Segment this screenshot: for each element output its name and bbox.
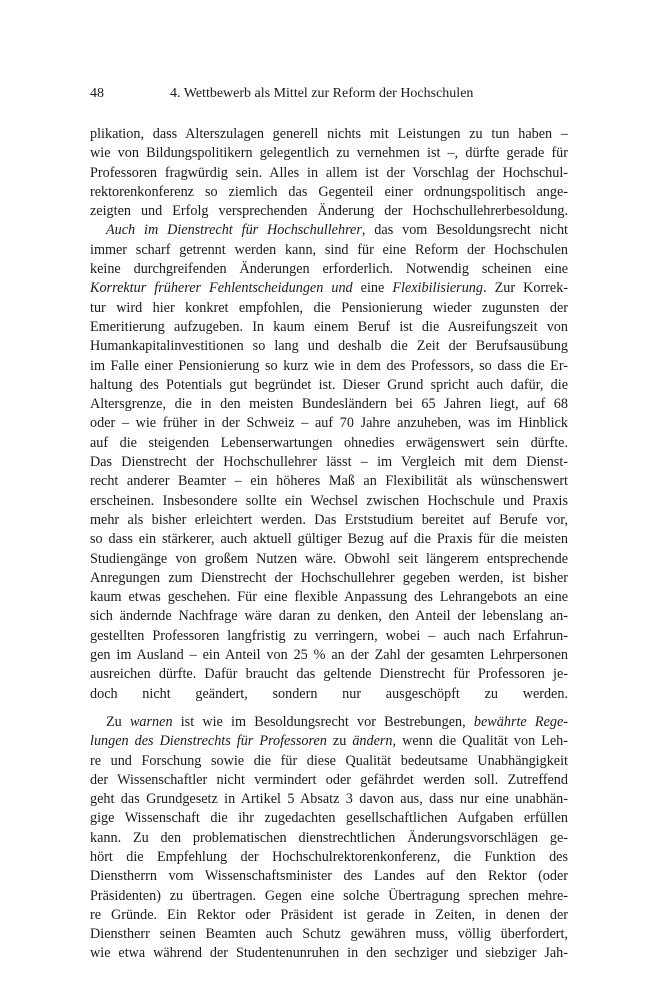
- text-line: mehr als bisher erleichtert werden. Das Erststudium bereitet auf Berufe vor,: [90, 511, 568, 528]
- text-line: erscheinen. Insbesondere sollte ein Wechsel zwischen Hochschule und Praxis: [90, 492, 568, 509]
- text-line: Dienstherrn vom Wissenschaftsminister des Landes auf den Rektor (oder: [90, 868, 568, 885]
- text-line: oder – wie früher in der Schweiz – auf 70 Jahre anzuheben, was im Hinblick: [90, 415, 568, 432]
- text-line: Anregungen zum Dienstrecht der Hochschullehrer gegeben werden, ist bisher: [90, 569, 568, 586]
- text-line: zeigten und Erfolg versprechenden Änderung der Hochschullehrerbesoldung.: [90, 203, 568, 220]
- text-fragment: , das vom Besoldungsrecht nicht: [361, 222, 568, 239]
- paragraph: [90, 713, 568, 964]
- italic-phrase: ändern: [352, 733, 393, 750]
- text-line: tur wird hier konkret empfohlen, die Pensionierung wieder zugunsten der: [90, 299, 568, 316]
- text-fragment: . Zur Korrek-: [483, 280, 568, 297]
- text-line: gige Wissenschaft die ihr zugedachten gesellschaftlichen Aufgaben erfüllen: [90, 810, 568, 827]
- text-line: auf die steigenden Lebenserwartungen ohnedies erwägenswert sein dürfte.: [90, 434, 568, 451]
- text-line: der Wissenschaftler nicht vermindert oder gefährdet werden soll. Zutreffend: [90, 771, 568, 788]
- page-number: 48: [90, 86, 104, 101]
- text-line: Emeritierung aufzugeben. In kaum einem Beruf ist die Ausreifungszeit von: [90, 318, 568, 335]
- text-line: [90, 279, 568, 298]
- text-line: Professoren fragwürdig sein. Alles in allem ist der Vorschlag der Hochschul-: [90, 164, 568, 181]
- text-line: gen im Ausland – ein Anteil von 25 % an der Zahl der gesamten Lehrpersonen: [90, 647, 568, 664]
- text-line: ausreichen dürfte. Dafür braucht das geltende Dienstrecht für Professoren je-: [90, 666, 568, 683]
- paragraph: [90, 221, 568, 703]
- text-line: re und Forschung sowie die für diese Qualität bedeutsame Unabhängigkeit: [90, 752, 568, 769]
- text-line: Altersgrenze, die in den meisten Bundesländern bei 65 Jahren liegt, auf 68: [90, 396, 568, 413]
- text-line: sich ändernde Nachfrage wäre daran zu denken, den Anteil der lebenslang an-: [90, 608, 568, 625]
- text-line: immer scharf getrennt werden kann, sind für eine Reform der Hochschulen: [90, 241, 568, 258]
- text-line: Humankapitalinvestitionen so lang und deshalb die Zeit der Berufsausübung: [90, 338, 568, 355]
- text-line: wie etwa während der Studentenunruhen in den sechziger und siebziger Jah-: [90, 945, 568, 962]
- text-line: doch nicht geändert, sondern nur ausgeschöpft zu werden.: [90, 685, 568, 702]
- text-line: [90, 713, 568, 732]
- text-line: rektorenkonferenz so ziemlich das Gegenteil einer ordnungspolitisch ange-: [90, 183, 568, 200]
- text-line: wie von Bildungspolitikern gelegentlich zu vernehmen ist –, dürfte gerade für: [90, 145, 568, 162]
- text-line: so dass ein stärkerer, auch aktuell gültiger Bezug auf die Praxis für die meisten: [90, 531, 568, 548]
- text-line: Das Dienstrecht der Hochschullehrer lässt – im Vergleich mit dem Dienst-: [90, 454, 568, 471]
- text-line: [90, 221, 568, 240]
- text-line: geht das Grundgesetz in Artikel 5 Absatz 3 davon aus, dass nur eine unabhän-: [90, 791, 568, 808]
- text-line: re Gründe. Ein Rektor oder Präsident ist gerade in Zeiten, in denen der: [90, 906, 568, 923]
- text-line: [90, 732, 568, 751]
- italic-phrase: Auch im Dienstrecht für Hochschullehrer: [106, 222, 362, 239]
- italic-phrase: lungen des Dienstrechts für Professoren: [90, 733, 327, 750]
- text-line: hört die Empfehlung der Hochschulrektorenkonferenz, die Funktion des: [90, 848, 568, 865]
- italic-phrase: Flexibilisierung: [392, 280, 483, 297]
- text-line: haltung des Potentials gut begründet ist. Dieser Grund spricht auch dafür, die: [90, 376, 568, 393]
- text-line: kaum etwas geschehen. Für eine flexible Anpassung des Lehrangebots an eine: [90, 589, 568, 606]
- text-line: kann. Zu den problematischen dienstrechtlichen Änderungsvorschlägen ge-: [90, 829, 568, 846]
- text-line: im Falle einer Pensionierung so kurz wie in dem des Professors, so dass die Er-: [90, 357, 568, 374]
- text-line: recht anderer Beamter – ein höheres Maß an Flexibilität als wünschenswert: [90, 473, 568, 490]
- italic-phrase: bewährte Rege-: [473, 713, 568, 730]
- text-fragment: eine: [352, 280, 393, 297]
- text-line: Präsidenten) zu übertragen. Gegen eine solche Übertragung sprechen mehre-: [90, 887, 568, 904]
- text-line: Studiengänge von großem Nutzen wäre. Obwohl seit längerem entsprechende: [90, 550, 568, 567]
- italic-phrase: Korrektur früherer Fehlentscheidungen und: [90, 280, 353, 297]
- text-fragment: Zu: [106, 713, 130, 730]
- text-line: Dienstherr seinen Beamten auch Schutz gewähren muss, völlig überfordert,: [90, 926, 568, 943]
- running-title: 4. Wettbewerb als Mittel zur Reform der Hochschulen: [170, 86, 474, 101]
- text-fragment: ist wie im Besoldungsrecht vor Bestrebungen,: [172, 713, 474, 730]
- italic-phrase: warnen: [129, 713, 173, 730]
- text-line: plikation, dass Alterszulagen generell nichts mit Leistungen zu tun haben –: [90, 126, 568, 142]
- paragraph: [90, 125, 568, 221]
- text-fragment: , wenn die Qualität von Leh-: [392, 733, 568, 750]
- body-text: [90, 125, 568, 964]
- text-line: keine durchgreifenden Änderungen erforderlich. Notwendig scheinen eine: [90, 261, 568, 278]
- text-line: gestellten Professoren langfristig zu verringern, wobei – auch nach Erfahrun-: [90, 627, 568, 644]
- text-fragment: zu: [326, 733, 353, 750]
